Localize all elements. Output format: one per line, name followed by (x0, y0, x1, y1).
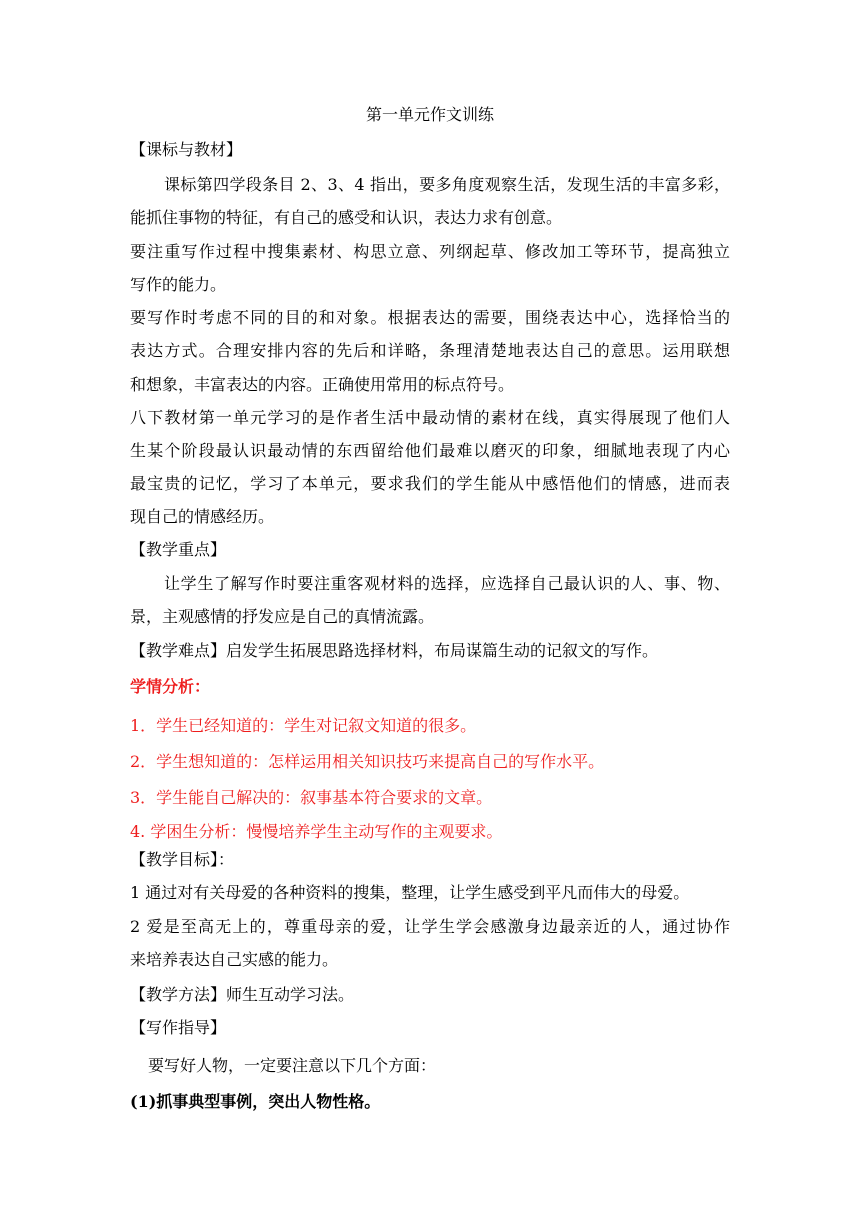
section-heading-zhidao: 【写作指导】 (130, 1018, 227, 1037)
paragraph-line: 景，主观感情的抒发应是自己的真情流露。 (130, 607, 435, 626)
section-heading-kebiao: 【课标与教材】 (130, 140, 243, 159)
goal-item: 2 爱是至高无上的，尊重母亲的爱，让学生学会感激身边最亲近的人，通过协作 (130, 917, 730, 936)
xueqing-item: 1．学生已经知道的：学生对记叙文知道的很多。 (130, 716, 477, 735)
paragraph-line: 要写作时考虑不同的目的和对象。根据表达的需要，围绕表达中心，选择恰当的 (130, 308, 730, 327)
paragraph-line: 现自己的情感经历。 (130, 507, 275, 526)
paragraph-line: 能抓住事物的特征，有自己的感受和认识，表达力求有创意。 (130, 208, 563, 227)
xueqing-item: 3．学生能自己解决的：叙事基本符合要求的文章。 (130, 788, 493, 807)
paragraph-line: 写作的能力。 (130, 275, 227, 294)
section-heading-fangfa: 【教学方法】师生互动学习法。 (130, 985, 355, 1004)
xueqing-item: 2．学生想知道的：怎样运用相关知识技巧来提高自己的写作水平。 (130, 752, 605, 771)
document-title: 第一单元作文训练 (365, 105, 494, 124)
paragraph-line: 课标第四学段条目 2、3、4 指出，要多角度观察生活，发现生活的丰富多彩， (164, 175, 730, 194)
paragraph-line: 和想象，丰富表达的内容。正确使用常用的标点符号。 (130, 375, 515, 394)
guide-intro: 要写好人物，一定要注意以下几个方面： (148, 1056, 437, 1075)
guide-item: (1)抓事典型事例，突出人物性格。 (130, 1092, 381, 1111)
paragraph-line: 表达方式。合理安排内容的先后和详略，条理清楚地表达自己的意思。运用联想 (130, 341, 730, 360)
section-heading-zhongdian: 【教学重点】 (130, 540, 227, 559)
section-heading-mubiao: 【教学目标】： (130, 850, 235, 869)
paragraph-line: 最宝贵的记忆，学习了本单元，要求我们的学生能从中感悟他们的情感，进而表 (130, 474, 730, 493)
paragraph-line: 要注重写作过程中搜集素材、构思立意、列纲起草、修改加工等环节，提高独立 (130, 242, 730, 261)
paragraph-line: 八下教材第一单元学习的是作者生活中最动情的素材在线，真实得展现了他们人 (130, 408, 730, 427)
goal-item: 1 通过对有关母爱的各种资料的搜集，整理，让学生感受到平凡而伟大的母爱。 (130, 883, 690, 902)
goal-item: 来培养表达自己实感的能力。 (130, 950, 339, 969)
xueqing-heading: 学情分析： (130, 677, 211, 696)
xueqing-item: 4. 学困生分析：慢慢培养学生主动写作的主观要求。 (130, 822, 503, 841)
section-heading-nandian: 【教学难点】启发学生拓展思路选择材料，布局谋篇生动的记叙文的写作。 (130, 641, 659, 660)
paragraph-line: 生某个阶段最认识最动情的东西留给他们最难以磨灭的印象，细腻地表现了内心 (130, 441, 730, 460)
paragraph-line: 让学生了解写作时要注重客观材料的选择，应选择自己最认识的人、事、物、 (164, 574, 730, 593)
